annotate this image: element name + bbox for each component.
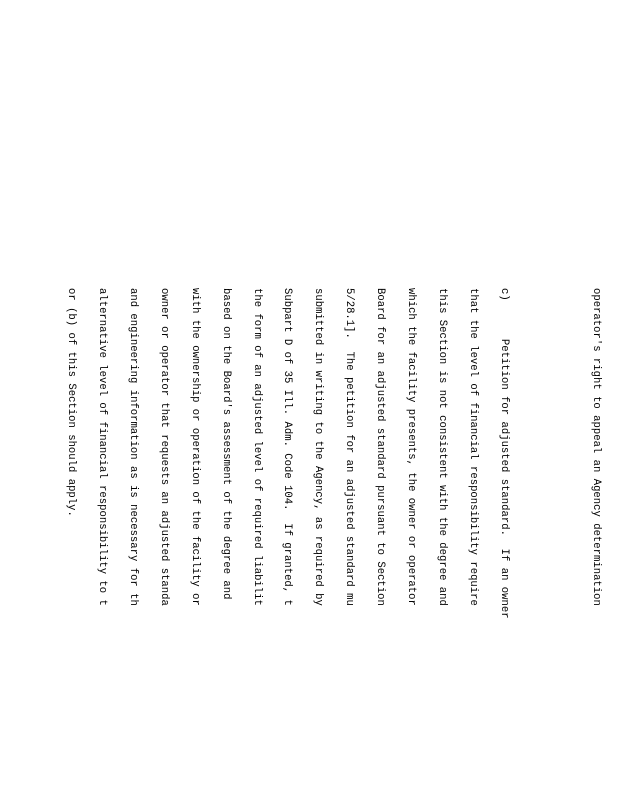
section-c-line: that the level of financial responsibility require: [466, 288, 479, 606]
section-c-line: Board for an adjusted standard pursuant to Section: [374, 288, 387, 606]
section-c-line: which the facility presents, the owner or operator: [405, 288, 418, 606]
section-c-line: with the ownership or operation of the facility or: [188, 288, 201, 606]
section-c-line: alternative level of financial responsibility to t: [96, 288, 109, 606]
section-c-line: and engineering information as is necessary for th: [127, 288, 140, 606]
rotated-text-block: [0, 288, 618, 800]
section-c-line: Subpart D of 35 Ill. Adm. Code 104. If granted, t: [281, 288, 294, 606]
section-c-line: submitted in writing to the Agency, as required by: [312, 288, 325, 606]
section-c-line: 5/28.1]. The petition for an adjusted standard mu: [343, 288, 356, 606]
section-c-line: or (b) of this Section should apply.: [65, 288, 78, 517]
section-c-line: owner or operator that requests an adjusted standa: [157, 288, 170, 606]
top-line: operator's right to appeal an Agency determination: [590, 288, 603, 606]
section-c-line: c) Petition for adjusted standard. If an owner: [497, 288, 510, 619]
section-c-petition: [45, 288, 529, 800]
section-c-line: based on the Board's assessment of the degree and: [219, 288, 232, 600]
section-c-line: the form of an adjusted level of required liabilit: [250, 288, 263, 606]
section-c-line: this Section is not consistent with the degree and: [435, 288, 448, 606]
